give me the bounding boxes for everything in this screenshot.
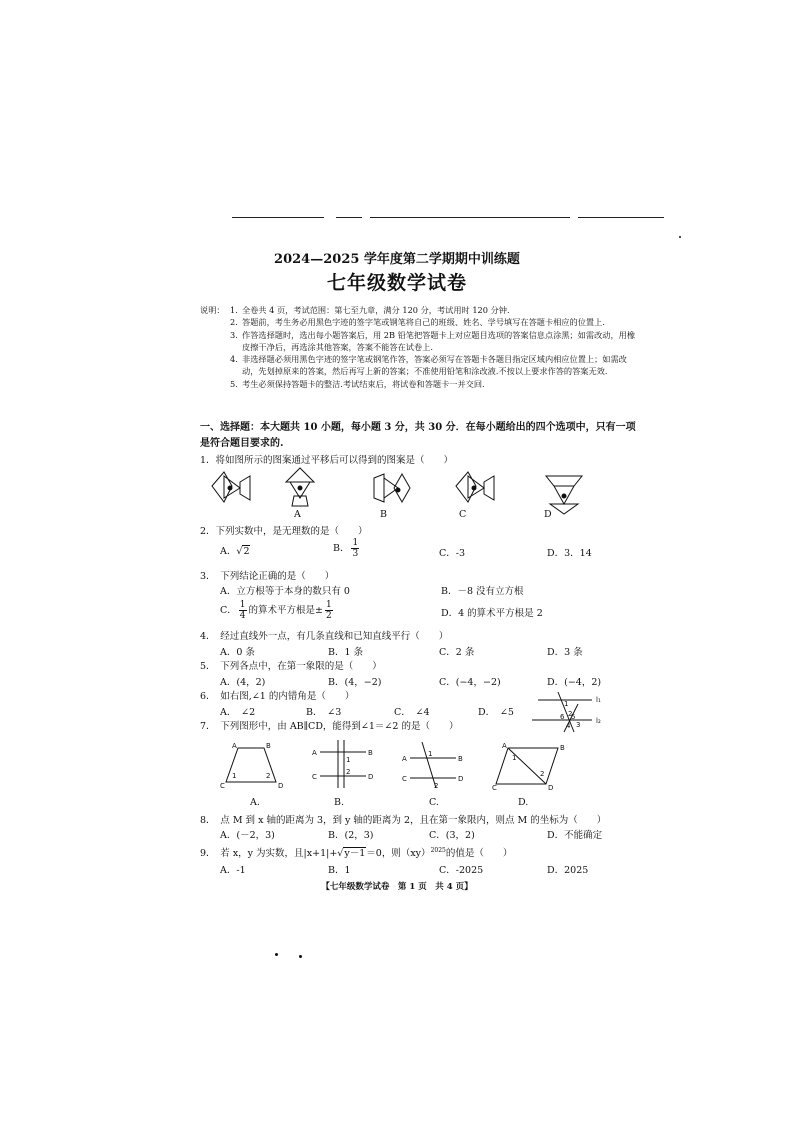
q7-figure-b	[310, 740, 380, 790]
q1-shape-c	[456, 472, 494, 502]
svg-text:A: A	[502, 742, 507, 750]
svg-text:4: 4	[566, 722, 571, 730]
svg-text:B: B	[560, 744, 565, 752]
svg-text:1: 1	[346, 756, 351, 764]
q7-label-d: D.	[518, 797, 529, 808]
svg-text:C: C	[492, 784, 497, 792]
instruction-item: 5. 考生必须保持答题卡的整洁.考试结束后，将试卷和答题卡一并交回.	[230, 378, 485, 389]
question-4: 4． 经过直线外一点，有几条直线和已知直线平行（ ）	[200, 631, 449, 642]
svg-text:C: C	[312, 773, 317, 781]
q6-option-b: B． ∠3	[306, 707, 342, 718]
q2-option-c: C．-3	[439, 548, 466, 559]
svg-text:A: A	[232, 742, 237, 750]
svg-text:2: 2	[266, 772, 271, 780]
svg-text:1: 1	[232, 772, 237, 780]
question-2: 2．下列实数中，是无理数的是（ ）	[200, 526, 368, 537]
q6-option-c: C． ∠4	[394, 707, 430, 718]
svg-text:D: D	[548, 784, 554, 792]
instruction-item: 1. 全卷共 4 页，考试范围：第七至九章，满分 120 分，考试用时 120 分钟.	[230, 305, 510, 315]
question-6: 6． 如右图,∠1 的内错角是（ ）	[200, 691, 355, 702]
q6-figure	[530, 692, 610, 738]
q2-option-a: A．√2	[220, 546, 250, 557]
q7-label-a: A.	[250, 797, 260, 808]
q6-option-a: A． ∠2	[220, 707, 256, 718]
instructions	[200, 304, 640, 390]
instruction-item: 4. 非选择题必须用黑色字迹的签字笔或钢笔作答，答案必须写在答题卡各题目指定区域内相应位置上；如需改动，先划掉原来的答案，然后再写上新的答案；不准使用铅笔和涂改液.不按以上要求作答的答案无效.	[230, 354, 627, 377]
scan-speck	[679, 236, 681, 238]
q4-option-c: C．2 条	[439, 647, 475, 658]
header-rule-2	[336, 217, 362, 218]
q5-option-b: B．(4，−2)	[328, 677, 382, 688]
svg-text:l₁: l₁	[596, 696, 601, 704]
instruction-item: 3. 作答选择题时，选出每小题答案后，用 2B 铅笔把答题卡上对应题目选项的答案信息点涂黑；如需改动，用橡皮擦干净后，再选涂其他答案，答案不能答在试卷上.	[230, 329, 636, 352]
q1-figures	[200, 466, 600, 526]
svg-text:B: B	[458, 755, 463, 763]
q7-label-c: C.	[429, 797, 439, 808]
scan-speck	[299, 955, 302, 958]
q7-figure-a	[220, 742, 290, 790]
section-title: 一、选择题：本大题共 10 小题，每小题 3 分，共 30 分．在每小题给出的四个选项中，只有一项是符合题目要求的.	[200, 422, 636, 449]
q7-figure-c	[400, 740, 470, 790]
header-rule-3	[370, 217, 570, 218]
q3-option-d: D．4 的算术平方根是 2	[441, 608, 543, 619]
svg-text:C: C	[402, 775, 407, 783]
question-9: 9． 若 x，y 为实数，且|x+1|+√y－1＝0，则（xy）$^{2025}$的值是（ ）	[200, 846, 513, 859]
instruction-item: 2. 答题前，考生务必用黑色字迹的签字笔或钢笔将自己的班级、姓名、学号填写在答题卡相应的位置上.	[230, 317, 605, 328]
q9-option-b: B．1	[328, 865, 351, 876]
svg-text:1: 1	[428, 750, 433, 758]
svg-text:2: 2	[434, 782, 439, 790]
question-3: 3． 下列结论正确的是（ ）	[200, 571, 335, 582]
q9-option-a: A．-1	[220, 865, 246, 876]
q7-figure-d	[492, 742, 572, 790]
svg-text:A: A	[402, 755, 407, 763]
question-7: 7． 下列图形中，由 AB∥CD，能得到∠1＝∠2 的是（ ）	[200, 721, 459, 732]
q1-original-shape	[212, 472, 250, 502]
q1-label-d: D	[544, 509, 552, 520]
q9-option-c: C．-2025	[439, 865, 484, 876]
question-8: 8． 点 M 到 x 轴的距离为 3，到 y 轴的距离为 2，且在第一象限内，则点 M 的坐标为（ ）	[200, 815, 607, 826]
q5-option-a: A．(4，2)	[220, 677, 266, 688]
q8-option-c: C．(3，2)	[429, 830, 475, 841]
q7-label-b: B.	[334, 797, 345, 808]
svg-text:D: D	[278, 782, 284, 790]
question-5: 5． 下列各点中，在第一象限的是（ ）	[200, 661, 382, 672]
q3-option-b: B．－8 没有立方根	[441, 586, 524, 597]
header-rule-1	[232, 217, 324, 218]
q9-option-d: D．2025	[547, 865, 589, 876]
svg-text:1: 1	[512, 754, 517, 762]
instructions-label: 说明：	[200, 305, 225, 315]
q8-option-d: D．不能确定	[547, 830, 603, 841]
svg-text:B: B	[368, 749, 373, 757]
q1-shape-a	[286, 468, 314, 506]
q2-option-d: D．3．14	[547, 548, 592, 559]
svg-text:2: 2	[540, 770, 545, 778]
exam-title: 七年级数学试卷	[326, 272, 467, 294]
page-footer: 【七年级数学试卷 第 1 页 共 4 页】	[321, 882, 473, 892]
q4-option-d: D．3 条	[547, 647, 583, 658]
svg-text:D: D	[368, 773, 374, 781]
scan-speck	[275, 953, 278, 956]
q8-option-b: B．(2，3)	[328, 830, 374, 841]
svg-text:6: 6	[560, 713, 565, 721]
q1-label-a: A	[294, 509, 301, 520]
q3-option-a: A．立方根等于本身的数只有 0	[220, 586, 350, 597]
q3-option-c: C． $\frac{1}{4}$ 的算术平方根是± $\frac{1}{2}$	[220, 600, 332, 621]
q5-option-d: D．(−4，2)	[547, 677, 602, 688]
q2-option-b: B． $\frac{1}{3}$	[333, 538, 359, 559]
header-rule-4	[578, 217, 664, 218]
svg-text:2: 2	[346, 768, 351, 776]
svg-text:3: 3	[576, 721, 581, 729]
exam-subtitle: 2024—2025 学年度第二学期期中训练题	[274, 252, 520, 267]
svg-text:1: 1	[564, 700, 569, 708]
svg-text:B: B	[266, 742, 271, 750]
q8-option-a: A．(－2，3)	[220, 830, 275, 841]
q1-shape-b	[374, 474, 410, 502]
svg-text:C: C	[220, 782, 225, 790]
svg-text:A: A	[312, 749, 317, 757]
q1-label-b: B	[380, 509, 387, 520]
question-1: 1．将如图所示的图案通过平移后可以得到的图案是（ ）	[200, 455, 454, 466]
q4-option-b: B．1 条	[328, 647, 364, 658]
q6-option-d: D． ∠5	[478, 707, 514, 718]
q4-option-a: A．0 条	[220, 647, 255, 658]
q5-option-c: C．(−4，−2)	[439, 677, 501, 688]
svg-text:l₂: l₂	[596, 717, 601, 725]
q1-label-c: C	[459, 509, 467, 520]
svg-text:2: 2	[568, 710, 573, 718]
svg-text:D: D	[458, 775, 464, 783]
svg-text:5: 5	[571, 713, 576, 721]
